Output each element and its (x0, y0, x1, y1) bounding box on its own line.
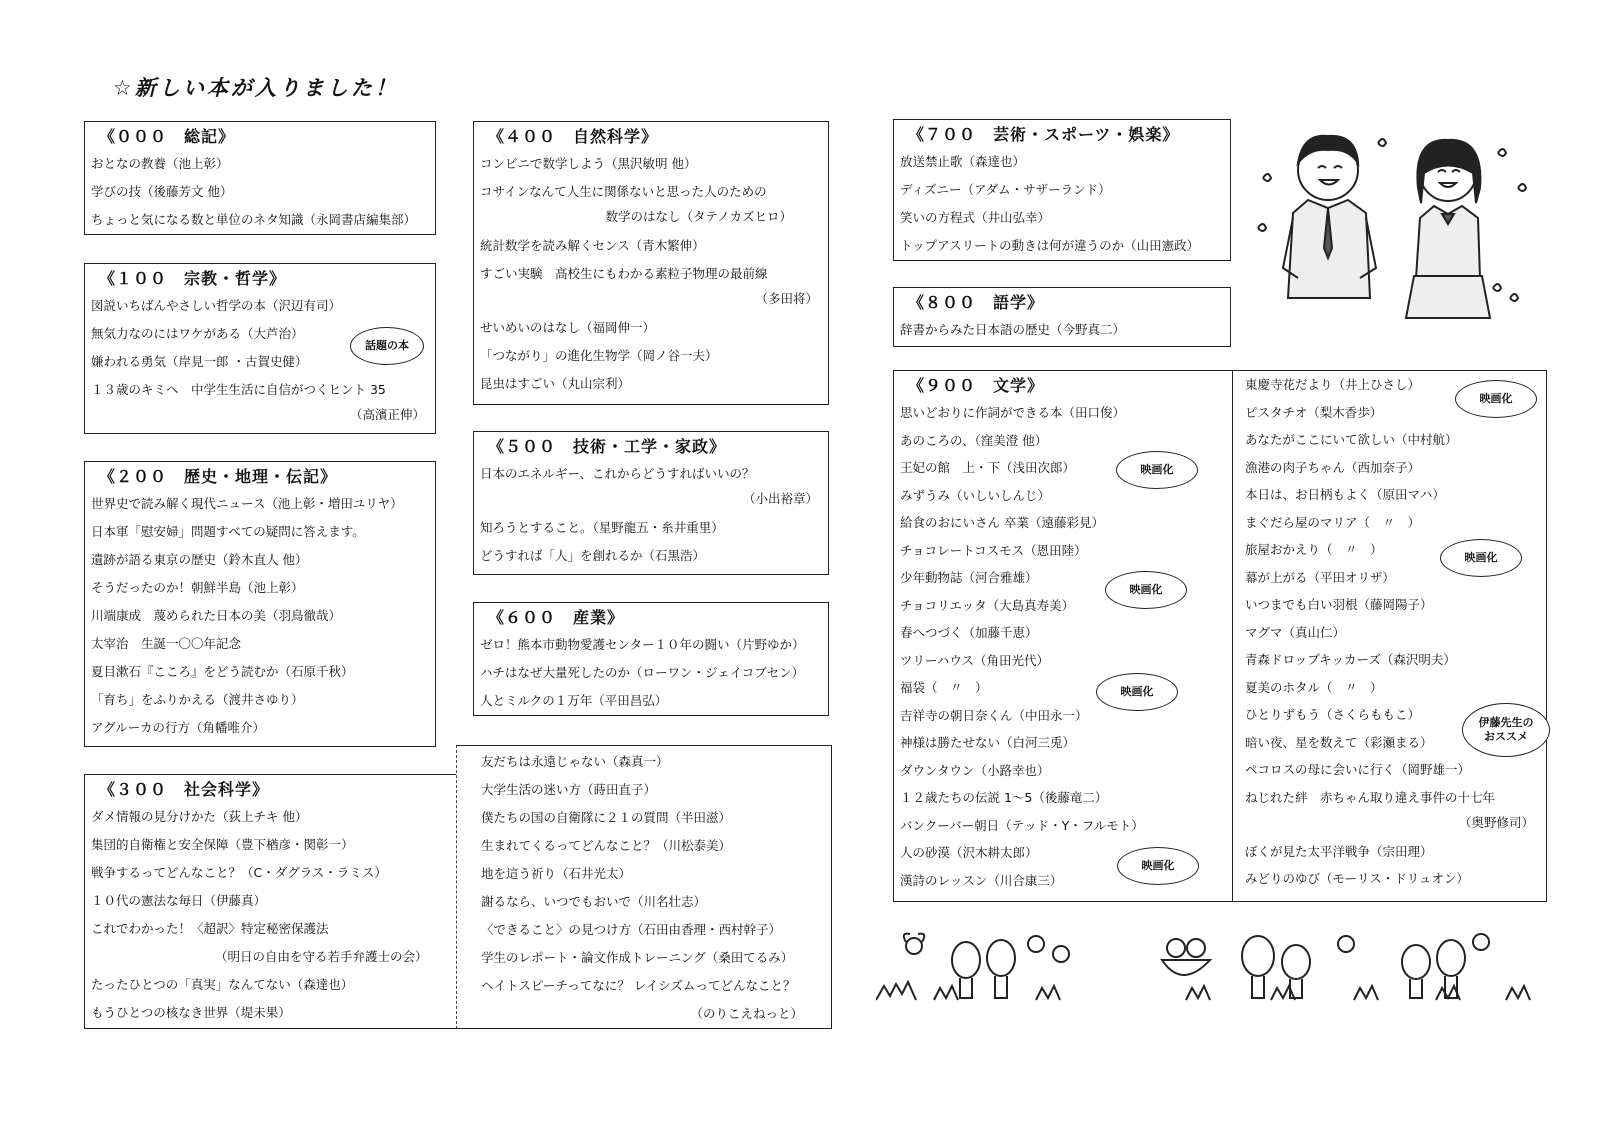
book-item (85, 376, 435, 430)
book-item: 漢詩のレッスン（川合康三） (900, 872, 1063, 888)
book-item: 思いどおりに作詞ができる本（田口俊） (900, 405, 1126, 420)
book-author: （奥野修司） (1458, 814, 1534, 830)
book-item: みずうみ（いしいしんじ） (900, 487, 1051, 503)
book-item: 辞書からみた日本語の歴史（今野真二） (900, 322, 1126, 337)
book-item: バンクーバー朝日（テッド・Y・フルモト） (900, 817, 1144, 833)
book-item (1239, 784, 1544, 838)
book-item: 人の砂漠（沢木耕太郎） (900, 845, 1038, 860)
section-header: 《７００ 芸術・スポーツ・娯楽》 (908, 125, 1180, 144)
book-item: 図説いちばんやさしい哲学の本（沢辺有司） (91, 298, 342, 313)
book-item: 学生のレポート・論文作成トレーニング（桑田てるみ） (481, 950, 794, 965)
students-illustration (1248, 128, 1548, 328)
book-item: 春へつづく（加藤千恵） (900, 625, 1038, 640)
book-item: 暗い夜、星を数えて（彩瀬まる） (1245, 734, 1433, 750)
section-header: 《０００ 総記》 (99, 127, 236, 146)
book-item: １２歳たちの伝説 1～5（後藤竜二） (900, 790, 1108, 805)
book-item: ペコロスの母に会いに行く（岡野雄一） (1245, 762, 1471, 777)
book-item: 大学生活の迷い方（蒔田直子） (481, 782, 657, 797)
book-item: みどりのゆび（モーリス・ドリュオン） (1245, 871, 1469, 886)
book-item: ぼくが見た太平洋戦争（宗田理） (1245, 843, 1433, 859)
book-item: 人とミルクの１万年（平田昌弘） (480, 693, 668, 708)
bubble-wadai: 話題の本 (350, 327, 424, 365)
book-item: 東慶寺花だより（井上ひさし） (1245, 377, 1421, 392)
garden-illustration (876, 930, 1576, 1010)
book-item: トップアスリートの動きは何が違うのか（山田憲政） (900, 238, 1200, 253)
book-item: 太宰治 生誕一〇〇年記念 (91, 636, 242, 651)
book-item: 統計数学を読み解くセンス（青木繁伸） (480, 238, 705, 253)
book-item: 無気力なのにはワケがある（大芦治） (91, 326, 304, 341)
bubble-eiga: 映画化 (1096, 673, 1178, 711)
bubble-eiga: 映画化 (1116, 451, 1198, 489)
bubble-eiga: 映画化 (1105, 571, 1187, 609)
section-header: 《６００ 産業》 (488, 608, 625, 627)
book-item: 少年動物誌（河合雅雄） (900, 570, 1038, 585)
book-item: これでわかった！〈超訳〉特定秘密保護法 (91, 921, 329, 936)
book-item: チョコリエッタ（大島真寿美） (900, 597, 1075, 613)
section-900 (893, 370, 1547, 902)
book-title: 日本のエネルギー、これからどうすればいいの？ (480, 466, 755, 481)
book-item: 戦争するってどんなこと？（C・ダグラス・ラミス） (91, 865, 387, 880)
book-item: もうひとつの核なき世界（堤未果） (91, 1005, 291, 1020)
book-author: （小出裕章） (742, 491, 818, 506)
bubble-eiga: 映画化 (1117, 847, 1199, 885)
book-item: ツリーハウス（角田光代） (900, 652, 1050, 668)
column-left (894, 371, 1232, 901)
book-item: ゼロ！熊本市動物愛護センター１０年の闘い（片野ゆか） (480, 637, 805, 652)
bubble-osusume (1462, 703, 1550, 757)
book-item: そうだったのか！朝鮮半島（池上彰） (91, 580, 304, 595)
book-item: 幕が上がる（平田オリザ） (1245, 569, 1395, 585)
book-item: 知ろうとすること。（星野龍五・糸井重里） (480, 520, 724, 535)
section-300 (84, 774, 456, 1029)
section-header: 《３００ 社会科学》 (99, 780, 270, 799)
book-item (474, 178, 828, 232)
book-item: 「つながり」の進化生物学（岡ノ谷一夫） (480, 348, 718, 363)
book-item: アグルーカの行方（角幡唯介） (91, 720, 266, 735)
book-item: マグマ（真山仁） (1245, 624, 1346, 640)
book-item: 謝るなら、いつでもおいで（川名壮志） (481, 894, 707, 909)
book-item: 日本軍「慰安婦」問題すべての疑問に答えます。 (91, 524, 365, 539)
book-item: 夏美のホタル（ 〃 ） (1245, 679, 1383, 695)
book-item: 学びの技（後藤芳文 他） (91, 184, 233, 199)
section-header: 《２００ 歴史・地理・伝記》 (99, 467, 338, 486)
book-title: コサインなんて人生に関係ないと思った人のための (480, 184, 767, 199)
book-item: たったひとつの「真実」なんてない（森達也） (91, 977, 354, 992)
book-item: 集団的自衛権と安全保障（豊下楢彦・関彰一） (91, 837, 354, 852)
bubble-text: おススメ (1484, 730, 1528, 743)
book-item: 福袋（ 〃 ） (900, 680, 988, 695)
book-item: 世界史で読み解く現代ニュース（池上彰・増田ユリヤ） (91, 496, 403, 511)
book-item (474, 460, 828, 514)
book-item (474, 260, 828, 314)
book-item: 昆虫はすごい（丸山宗利） (480, 376, 631, 391)
book-author: （のりこえねっと） (690, 1006, 803, 1021)
book-item: 吉祥寺の朝日奈くん（中田永一） (900, 707, 1088, 723)
section-400 (473, 121, 829, 405)
book-item: コンビニで数学しよう（黒沢敏明 他） (480, 156, 697, 171)
page-title: ☆新しい本が入りました！ (113, 76, 399, 100)
section-700 (893, 119, 1231, 261)
bubble-text: 伊藤先生の (1478, 716, 1534, 729)
book-item: 地を這う祈り（石井光太） (481, 866, 632, 881)
book-author: （高濱正伸） (349, 407, 425, 422)
book-item: 本日は、お日柄もよく（原田マハ） (1245, 487, 1445, 502)
book-item: 遺跡が語る東京の歴史（鈴木直人 他） (91, 552, 308, 567)
book-item: 生まれてくるってどんなこと？（川松泰美） (481, 838, 732, 853)
book-item: ダメ情報の見分けかた（荻上チキ 他） (91, 809, 308, 824)
book-title: 数学のはなし（タテノカズヒロ） (605, 209, 792, 224)
book-item: 給食のおにいさん 卒業（遠藤彩見） (900, 515, 1104, 530)
section-800 (893, 287, 1231, 347)
book-item: 夏目漱石『こころ』をどう読むか（石原千秋） (91, 664, 354, 679)
book-item: 王妃の館 上・下（浅田次郎） (900, 460, 1076, 475)
book-item: 「育ち」をふりかえる（渡井さゆり） (91, 692, 304, 707)
section-500 (473, 431, 829, 575)
bubble-eiga: 映画化 (1440, 539, 1522, 577)
section-header: 《１００ 宗教・哲学》 (99, 269, 287, 288)
book-author: （明日の自由を守る若手弁護士の会） (215, 949, 428, 964)
book-item: チョコレートコスモス（恩田陸） (900, 542, 1087, 558)
book-item: 嫌われる勇気（岸見一郎 ・古賀史健） (91, 354, 308, 369)
book-item: 放送禁止歌（森達也） (900, 154, 1026, 169)
column-right (1239, 371, 1544, 901)
section-600 (473, 602, 829, 716)
section-header: 《８００ 語学》 (908, 293, 1045, 312)
book-item: ダウンタウン（小路幸也） (900, 762, 1050, 778)
book-item: 友だちは永遠じゃない（森真一） (481, 754, 669, 769)
book-item: 青森ドロップキッカーズ（森沢明夫） (1245, 652, 1456, 667)
book-item: どうすれば「人」を創れるか（石黒浩） (480, 548, 706, 563)
book-item: ひとりずもう（さくらももこ） (1245, 707, 1421, 722)
section-000 (84, 121, 436, 235)
section-header: 《９００ 文学》 (908, 376, 1045, 395)
book-item: ピスタチオ（梨木香歩） (1245, 404, 1383, 420)
book-title: １３歳のキミへ 中学生生活に自信がつくヒント 35 (91, 382, 386, 397)
book-item: まぐだら屋のマリア（ 〃 ） (1245, 514, 1421, 530)
book-item: せいめいのはなし（福岡伸一） (480, 320, 656, 335)
book-item: いつまでも白い羽根（藤岡陽子） (1245, 597, 1433, 612)
book-item: 僕たちの国の自衛隊に２１の質問（半田滋） (481, 810, 732, 825)
book-item: 〈できること〉の見つけ方（石田由香理・西村幹子） (481, 922, 782, 937)
book-author: （多田将） (755, 291, 818, 306)
book-item: 神様は勝たせない（白河三兎） (900, 735, 1076, 750)
section-header: 《４００ 自然科学》 (488, 127, 659, 146)
book-item: おとなの教養（池上彰） (91, 156, 229, 171)
column-divider (1232, 371, 1233, 901)
bubble-eiga: 映画化 (1455, 380, 1537, 418)
book-item: ハチはなぜ大量死したのか（ローワン・ジェイコブセン） (480, 665, 805, 680)
section-300-continued (456, 745, 832, 1029)
book-item: ヘイトスピーチってなに？ レイシズムってどんなこと？ (481, 978, 796, 993)
book-item: 漁港の肉子ちゃん（西加奈子） (1245, 459, 1421, 475)
book-item: 旅屋おかえり（ 〃 ） (1245, 542, 1383, 557)
book-item: あなたがここにいて欲しい（中村航） (1245, 432, 1458, 447)
book-title: すごい実験 高校生にもわかる素粒子物理の最前線 (480, 266, 768, 281)
book-item: 笑いの方程式（井山弘幸） (900, 210, 1051, 225)
section-header: 《５００ 技術・工学・家政》 (488, 437, 727, 456)
book-item: ちょっと気になる数と単位のネタ知識（永岡書店編集部） (91, 212, 417, 227)
book-title: ねじれた絆 赤ちゃん取り違え事件の十七年 (1245, 789, 1496, 805)
section-200 (84, 461, 436, 747)
book-item: あのころの、（窪美澄 他） (900, 432, 1048, 448)
book-item: 川端康成 蔑められた日本の美（羽鳥徹哉） (91, 608, 342, 623)
book-item: １０代の憲法な毎日（伊藤真） (91, 893, 267, 908)
book-item: ディズニー（アダム・サザーランド） (900, 182, 1111, 197)
